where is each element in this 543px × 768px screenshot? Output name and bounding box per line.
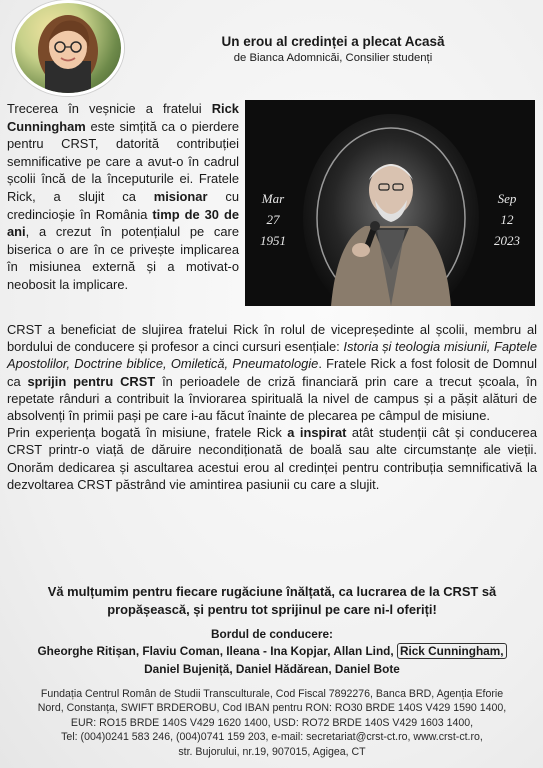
author-avatar <box>12 0 124 96</box>
footer-line-1: Fundația Centrul Român de Studii Transculturale, Cod Fiscal 7892276, Banca BRD, Agenția Eforie <box>40 688 504 700</box>
board-title: Bordul de conducere: <box>211 627 333 641</box>
birth-year: 1951 <box>260 233 286 248</box>
body-text-5: atât studenții cât și conducerea CRST printr-o viață de dăruire necondiționată de boală sau alte circumstanțe ale vieții. Onorăm dedicarea și ascultarea acestui erou al credinței pentru contribuția semnificativă la dezvoltarea CRST păstrând vie amintirea pasiunii cu care a slujit. <box>7 425 538 492</box>
board-members <box>15 643 529 678</box>
birth-date <box>255 188 291 251</box>
footer-line-5: str. Bujorului, nr.19, 907015, Agigea, CT <box>178 745 366 758</box>
body-inspired: a inspirat <box>287 425 347 441</box>
article-title: Un erou al credinței a plecat Acasă <box>221 34 445 49</box>
body-support: sprijin pentru CRST <box>27 373 156 389</box>
thanks-message <box>15 583 529 619</box>
intro-name: Rick Cunningham <box>7 101 239 134</box>
body-text-1: CRST a beneficiat de slujirea fratelui Rick în rolul de vicepreședinte al școlii, membru al bordului de conducere și profesor a cinci cursuri esențiale: <box>7 322 537 355</box>
article-body <box>7 321 537 493</box>
intro-text-4: , a crezut în potențialul pe care biserica o are în ce privește implicarea în misiunea externă și a motivat-o neobosit la implicare. <box>7 224 239 292</box>
footer-line-3: EUR: RO15 BRDE 140S V429 1620 1400, USD: RO72 BRDE 140S V429 1603 1400, <box>70 716 474 729</box>
byline-role: , Consilier studenți <box>339 52 433 64</box>
body-text-3: în perioadele de criză financiară prin care a trecut școala, în repetate rânduri a contribuit la înviorarea spirituală la nivel de campus și a pășit alături de absolvenți în primii pași pe care i-au făcut înainte de plecarea pe câmpul de misiune. <box>7 373 537 424</box>
article-byline <box>148 52 518 64</box>
body-paragraph-2 <box>7 424 537 493</box>
death-day: 12 <box>500 212 514 227</box>
portrait-photo-icon <box>15 3 121 93</box>
body-text-4: Prin experiența bogată în misiune, fratele Rick <box>7 425 288 441</box>
thanks-line-2: propășească, și pentru tot sprijinul pe care ni-l oferiți! <box>107 602 437 617</box>
memorial-photo <box>245 100 535 306</box>
intro-paragraph <box>7 100 239 294</box>
course-list: Istoria și teologia misiunii, Faptele Apostolilor, Doctrine biblice, Omiletică, Pneumatologie <box>7 339 537 372</box>
intro-text-2: este simțită ca o pierdere pentru CRST, datorită contribuției semnificative pe care a avut-o în cadrul școlii încă de la începuturile ei. Fratele Rick, a slujit ca <box>7 118 239 204</box>
board-names-b: Daniel Bujeniță, Daniel Hădărean, Daniel Bote <box>144 661 400 676</box>
footer-contact <box>7 687 537 759</box>
death-date <box>487 188 527 251</box>
death-month: Sep <box>497 191 517 206</box>
intro-text-3: cu credincioșie în România <box>7 188 239 222</box>
footer-line-4: Tel: (004)0241 583 246, (004)0741 159 203, e-mail: secretariat@crst-ct.ro, www.crst-ct.ro, <box>61 731 483 744</box>
birth-day: 27 <box>266 212 280 227</box>
intro-duration: timp de 30 de ani <box>7 206 239 240</box>
birth-month: Mar <box>261 191 285 206</box>
footer-line-2: Nord, Constanța, SWIFT BRDEROBU, Cod IBAN pentru RON: RO30 BRDE 140S V429 1590 1400, <box>37 702 507 715</box>
board-highlight-name: Rick Cunningham, <box>397 643 507 659</box>
intro-role: misionar <box>153 188 208 204</box>
board-line-1 <box>15 643 529 661</box>
body-paragraph-1 <box>7 321 537 424</box>
byline-author: de Bianca Adomnicăi <box>233 52 340 64</box>
intro-text-1: Trecerea în veșnicie a fratelui <box>7 101 202 116</box>
body-text-2: . Fratele Rick a fost folosit de Domnul ca <box>7 356 537 389</box>
thanks-line-1: Vă mulțumim pentru fiecare rugăciune înălțată, ca lucrarea de la CRST să <box>47 584 497 599</box>
board-names-a: Gheorghe Ritișan, Flaviu Coman, Ileana - Ina Kopjar, Allan Lind, <box>37 644 397 658</box>
death-year: 2023 <box>494 233 520 248</box>
